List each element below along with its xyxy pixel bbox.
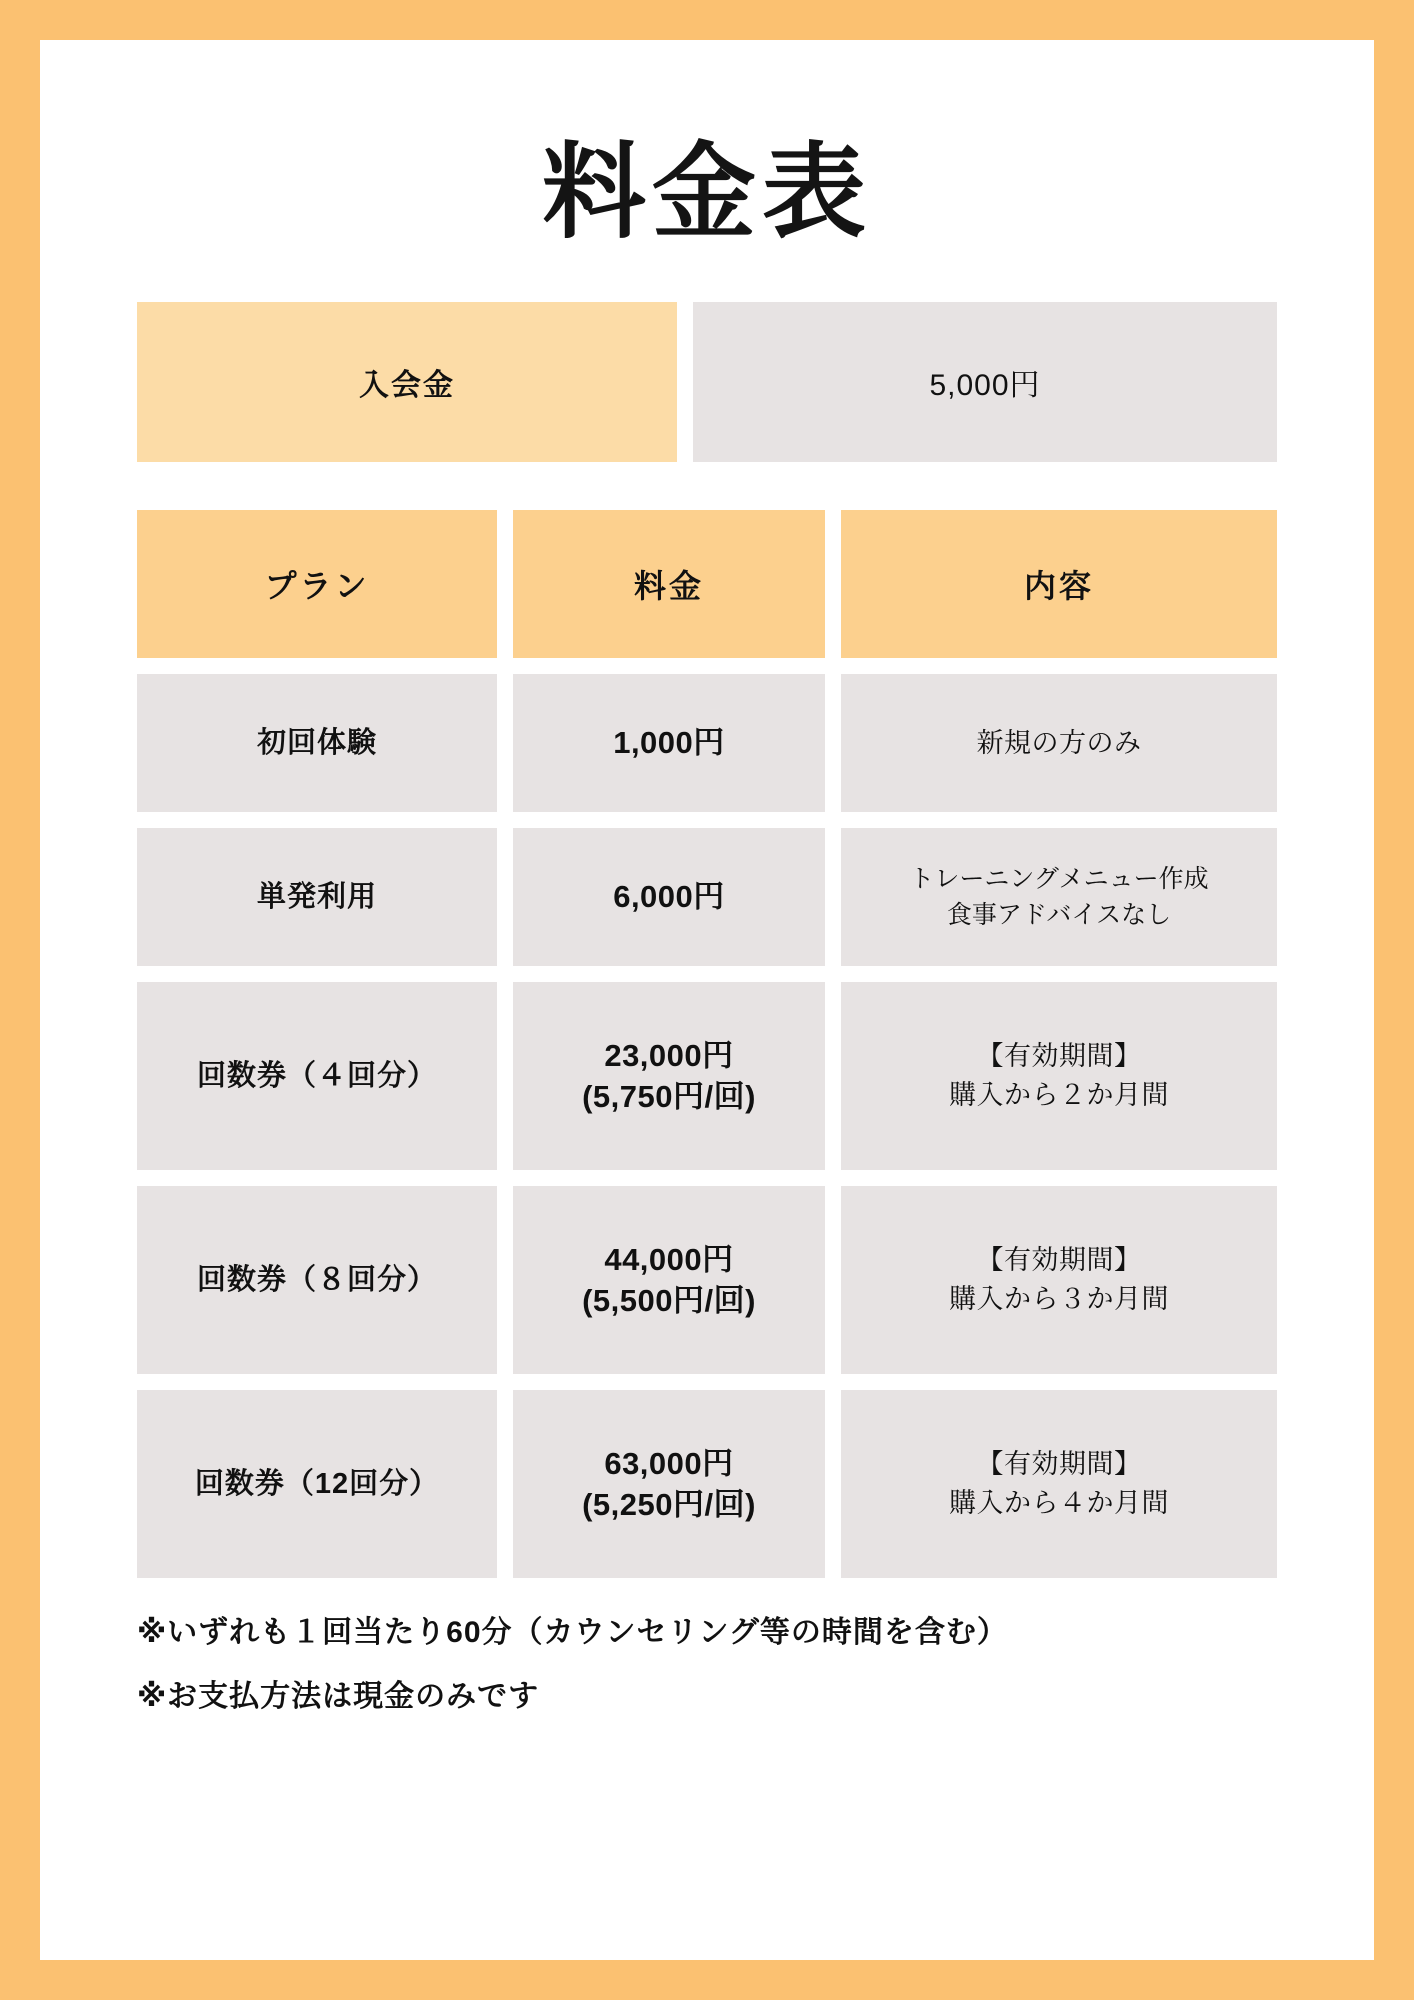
table-row [137,1186,1277,1374]
plan-price-per-session: (5,750円/回) [582,1079,756,1115]
note-payment: ※お支払方法は現金のみです [137,1680,540,1714]
plan-detail [841,1390,1277,1578]
plan-price-per-session: (5,500円/回) [582,1283,756,1319]
plan-detail-line1: 【有効期間】 [976,1449,1142,1480]
plan-detail-line2: 購入から３か月間 [949,1284,1169,1315]
plan-detail-line1: 【有効期間】 [976,1041,1142,1072]
plan-detail [841,1186,1277,1374]
plan-detail [841,828,1277,966]
table-row [137,982,1277,1170]
plan-table-header-row [137,510,1277,658]
plan-price [513,1186,825,1374]
column-header-price: 料金 [513,510,825,658]
plan-price-main: 23,000円 [604,1037,734,1073]
plan-price [513,674,825,812]
plan-name: 単発利用 [137,828,497,966]
page-title: 料金表 [541,135,872,251]
membership-fee-row [137,302,1277,462]
membership-fee-label: 入会金 [137,302,677,462]
pricing-tables [137,250,1277,1578]
plan-detail-line1: 新規の方のみ [976,727,1142,758]
plan-detail [841,982,1277,1170]
plan-detail [841,674,1277,812]
plan-price-main: 6,000円 [613,879,725,915]
plan-price-main: 44,000円 [604,1241,734,1277]
plan-price [513,982,825,1170]
table-row [137,828,1277,966]
plan-price-per-session: (5,250円/回) [582,1487,756,1523]
plan-detail-line1: 【有効期間】 [976,1245,1142,1276]
plan-price-main: 1,000円 [613,725,725,761]
plan-detail-line2: 購入から２か月間 [949,1080,1169,1111]
table-row [137,1390,1277,1578]
plan-name: 初回体験 [137,674,497,812]
notes-section [137,1612,1277,1718]
plan-detail-line2: 食事アドバイスなし [946,901,1172,930]
table-row [137,674,1277,812]
plan-detail-line1: トレーニングメニュー作成 [909,865,1209,894]
plan-name: 回数券（８回分） [137,1186,497,1374]
pricing-poster [40,40,1374,1960]
column-header-detail: 内容 [841,510,1277,658]
plan-price [513,1390,825,1578]
plan-table [137,510,1277,1578]
plan-name: 回数券（４回分） [137,982,497,1170]
plan-detail-line2: 購入から４か月間 [949,1488,1169,1519]
membership-fee-value: 5,000円 [693,302,1277,462]
plan-price-main: 63,000円 [604,1445,734,1481]
plan-price [513,828,825,966]
column-header-plan: プラン [137,510,497,658]
plan-name: 回数券（12回分） [137,1390,497,1578]
note-duration: ※いずれも１回当たり60分（カウンセリング等の時間を含む） [137,1616,1008,1650]
